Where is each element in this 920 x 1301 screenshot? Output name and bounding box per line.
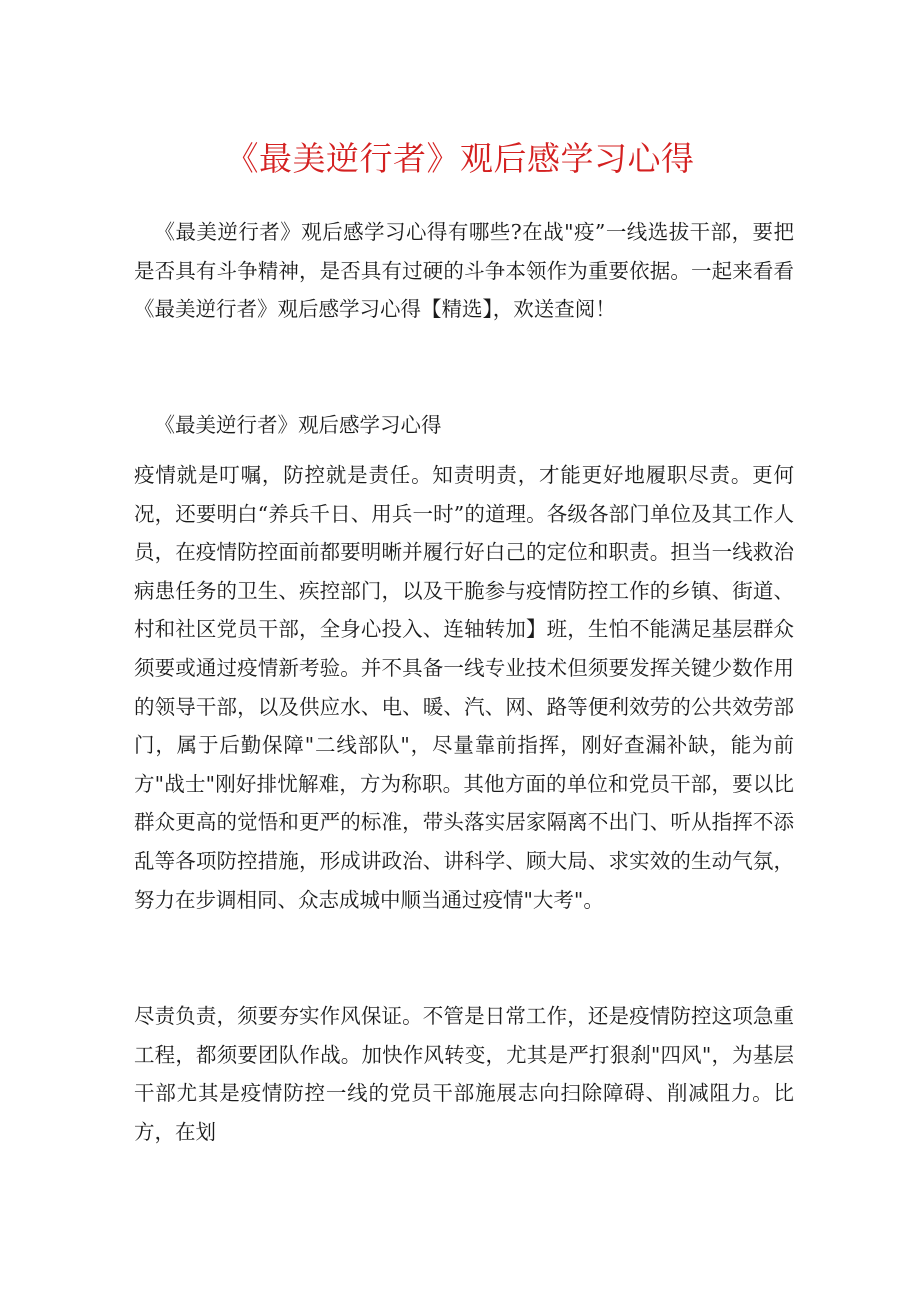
section-heading: 《最美逆行者》观后感学习心得: [154, 413, 442, 437]
body-paragraph-2: 尽责负责，须要夯实作风保证。不管是日常工作，还是疫情防控这项急重工程，都须要团队作战。加快作风转变，尤其是严打狠刹"四风"，为基层干部尤其是疫情防控一线的党员干部施展志向扫除障碍、削减阻力。比方，在划: [134, 1004, 794, 1144]
document-title: 《最美逆行者》观后感学习心得: [225, 139, 695, 178]
intro-paragraph: 《最美逆行者》观后感学习心得有哪些?在战"疫”一线选拔干部，要把是否具有斗争精神，是否具有过硬的斗争本领作为重要依据。一起来看看《最美逆行者》观后感学习心得【精选】，欢送查阅！: [134, 220, 794, 322]
body-paragraph-1: 疫情就是叮嘱，防控就是责任。知责明责，才能更好地履职尽责。更何况，还要明白“养兵千日、用兵一时”的道理。各级各部门单位及其工作人员，在疫情防控面前都要明晰并履行好白己的定位和职责。担当一线救治病患任务的卫生、疾控部门，以及干脆参与疫情防控工作的乡镇、街道、村和社区党员干部，全身心投入、连轴转加】班，生怕不能满足基层群众须要或通过疫情新考验。并不具备一线专业技术但须要发挥关键少数作用的领导干部，以及供应水、电、暖、汽、网、路等便利效劳的公共效劳部门，属于后勤保障"二线部队"，尽量靠前指挥，刚好查漏补缺，能为前方"战士"刚好排忧解难，方为称职。其他方面的单位和党员干部，要以比群众更高的觉悟和更严的标准，带头落实居家隔离不出门、听从指挥不添乱等各项防控措施，形成讲政治、讲科学、顾大局、求实效的生动气氛，努力在步调相同、众志成城中顺当通过疫情"大考"。: [134, 463, 794, 912]
